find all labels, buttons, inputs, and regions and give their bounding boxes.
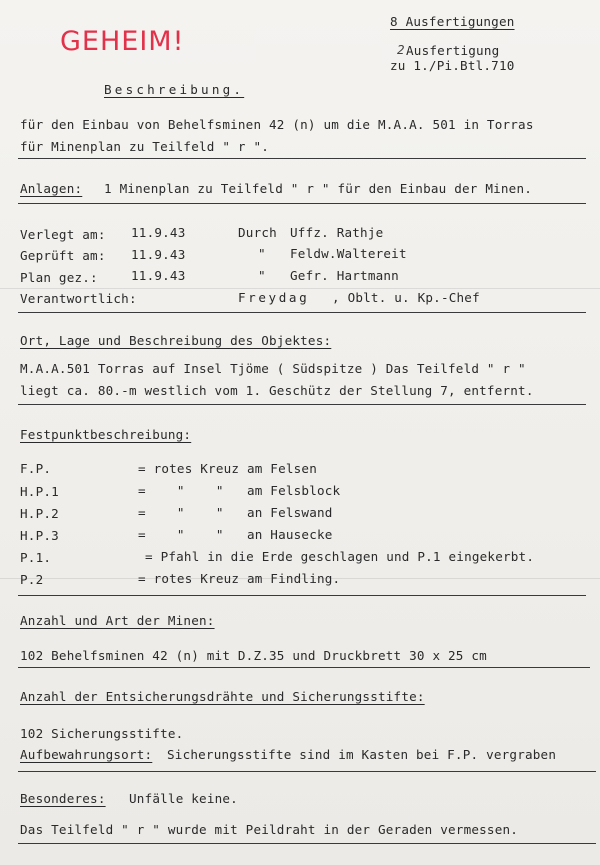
- anlagen-label: Anlagen:: [20, 181, 83, 196]
- copy-reference: zu 1./Pi.Btl.710: [390, 58, 515, 73]
- special-line-2: Das Teilfeld " r " wurde mit Peildraht in der Geraden vermessen.: [20, 822, 519, 837]
- fixpoint-desc: = rotes Kreuz am Felsen: [138, 461, 317, 476]
- responsible-name: Freydag: [238, 290, 310, 305]
- responsible-rank: , Oblt. u. Kp.-Chef: [332, 290, 480, 305]
- fixpoint-code: P.2: [20, 572, 44, 587]
- verlegt-label: Verlegt am:: [20, 227, 106, 242]
- fixpoint-desc: = Pfahl in die Erde geschlagen und P.1 eingekerbt.: [145, 549, 535, 564]
- fixpoint-code: H.P.1: [20, 484, 59, 499]
- geprueft-label: Geprüft am:: [20, 248, 106, 263]
- fixpoint-code: F.P.: [20, 461, 52, 476]
- verlegt-date: 11.9.43: [131, 225, 186, 240]
- storage-text: Sicherungsstifte sind im Kasten bei F.P. vergraben: [167, 747, 557, 762]
- fixpoint-desc: = " " am Felsblock: [138, 483, 341, 498]
- geprueft-name: Feldw.Waltereit: [290, 246, 407, 261]
- section-rule: [18, 771, 596, 772]
- fixpoint-desc: = " " an Hausecke: [138, 527, 333, 542]
- geprueft-mark: ": [258, 246, 266, 261]
- section-rule: [18, 203, 586, 204]
- geprueft-date: 11.9.43: [131, 247, 186, 262]
- plan-label: Plan gez.:: [20, 270, 98, 285]
- secret-stamp: GEHEIM!: [60, 26, 185, 57]
- paper-fold: [0, 288, 600, 289]
- wires-line-1: 102 Sicherungsstifte.: [20, 726, 184, 741]
- plan-mark: ": [258, 268, 266, 283]
- special-label: Besonderes:: [20, 791, 106, 806]
- copy-number: 2: [397, 42, 405, 57]
- fixpoint-code: P.1.: [20, 550, 52, 565]
- fixpoints-heading: Festpunktbeschreibung:: [20, 427, 192, 442]
- section-rule: [18, 404, 586, 405]
- verlegt-mark: Durch: [238, 225, 277, 240]
- fixpoint-desc: = " " an Felswand: [138, 505, 333, 520]
- storage-label: Aufbewahrungsort:: [20, 747, 153, 762]
- anlagen-text: 1 Minenplan zu Teilfeld " r " für den Einbau der Minen.: [104, 181, 533, 196]
- copies-total: 8 Ausfertigungen: [390, 14, 515, 29]
- document-title: Beschreibung.: [104, 82, 245, 97]
- verlegt-name: Uffz. Rathje: [290, 225, 384, 240]
- wires-heading: Anzahl der Entsicherungsdrähte und Sicherungsstifte:: [20, 689, 425, 704]
- mines-heading: Anzahl und Art der Minen:: [20, 613, 215, 628]
- section-rule: [18, 595, 586, 596]
- section-rule: [18, 158, 586, 159]
- copy-label: Ausfertigung: [406, 43, 500, 58]
- fixpoint-code: H.P.3: [20, 528, 59, 543]
- location-heading: Ort, Lage und Beschreibung des Objektes:: [20, 333, 332, 348]
- plan-name: Gefr. Hartmann: [290, 268, 399, 283]
- section-rule: [18, 843, 596, 844]
- plan-date: 11.9.43: [131, 268, 186, 283]
- location-line-1: M.A.A.501 Torras auf Insel Tjöme ( Südspitze ) Das Teilfeld " r ": [20, 361, 526, 376]
- mines-text: 102 Behelfsminen 42 (n) mit D.Z.35 und Druckbrett 30 x 25 cm: [20, 648, 487, 663]
- special-text: Unfälle keine.: [129, 791, 238, 806]
- intro-line-2: für Minenplan zu Teilfeld " r ".: [20, 139, 270, 154]
- section-rule: [18, 667, 590, 668]
- responsible-label: Verantwortlich:: [20, 291, 137, 306]
- intro-line-1: für den Einbau von Behelfsminen 42 (n) um die M.A.A. 501 in Torras: [20, 117, 534, 132]
- section-rule: [18, 312, 586, 313]
- fixpoint-desc: = rotes Kreuz am Findling.: [138, 571, 341, 586]
- fixpoint-code: H.P.2: [20, 506, 59, 521]
- location-line-2: liegt ca. 80.-m westlich vom 1. Geschütz der Stellung 7, entfernt.: [20, 383, 534, 398]
